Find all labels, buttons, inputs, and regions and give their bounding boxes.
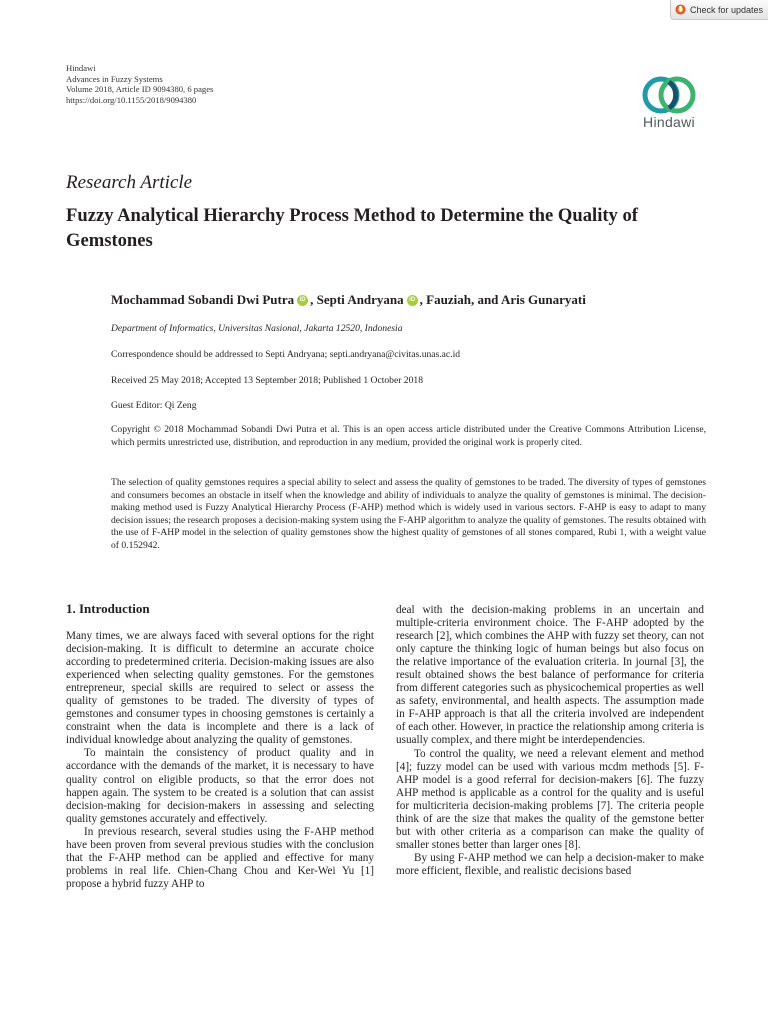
abstract: The selection of quality gemstones requires a special ability to select and assess the quality of gemstones to be traded. The diversity of types of gemstones and consumers becomes an obstacle in itself when the knowledge and ability of individuals to analyze the quality of gemstones is minimal. The decision-making method used is Fuzzy Analytical Hierarchy Process (F-AHP) method which is widely used in various sectors. F-AHP is easy to adapt to many decision issues; the research proposes a decision-making system using the F-AHP algorithm to analyze the quality of gemstones. The results obtained with the use of F-AHP model in the selection of quality gemstones show the highest quality of gemstones of all stones compared, Rubi 1, with a weight value of 0.152942. [111, 477, 706, 551]
author-1[interactable]: Mochammad Sobandi Dwi Putra [111, 292, 295, 307]
authors-rest: , Fauziah, and Aris Gunaryati [419, 292, 586, 307]
article-type: Research Article [66, 172, 193, 193]
updates-icon [675, 4, 686, 15]
volume-info: Volume 2018, Article ID 9094380, 6 pages [66, 84, 214, 95]
paragraph: To control the quality, we need a relevant element and method [4]; fuzzy model can be used with various mcdm methods [5]. F-AHP model is a good referral for decision-makers [6]. The fuzzy AHP method is applicable as a control for the quality and is useful for multicriteria decision-making problems [7]. The criteria people think of are the size that makes the quality of the gemstone better but with other criteria as a comparison can make the quality of smaller stones better than larger ones [8]. [396, 747, 704, 851]
hindawi-logo-text: Hindawi [643, 114, 695, 130]
orcid-icon[interactable]: iD [407, 295, 418, 306]
paragraph: Many times, we are always faced with several options for the right decision-making. It is difficult to determine an accurate choice according to predetermined criteria. Decision-making issues are also experienced when selecting quality gemstones. For the gemstones entrepreneur, special skills are required to select or assess the quality of gemstones to be traded. The diversity of types of gemstones and consumer types in choosing gemstones is certainly a constraint when the data is incomplete and there is a lack of individual knowledge about analyzing the quality of gemstones. [66, 630, 374, 747]
author-list [111, 292, 586, 308]
affiliation: Department of Informatics, Universitas Nasional, Jakarta 12520, Indonesia [111, 323, 403, 334]
left-column [66, 630, 374, 891]
paragraph: By using F-AHP method we can help a decision-maker to make more efficient, flexible, and realistic decisions based [396, 851, 704, 877]
journal-header [66, 63, 213, 105]
guest-editor: Guest Editor: Qi Zeng [111, 400, 197, 411]
publication-dates: Received 25 May 2018; Accepted 13 September 2018; Published 1 October 2018 [111, 375, 423, 386]
right-column [396, 604, 704, 878]
check-for-updates-button[interactable] [670, 0, 768, 20]
copyright-notice: Copyright © 2018 Mochammad Sobandi Dwi Putra et al. This is an open access article distributed under the Creative Commons Attribution License, which permits unrestricted use, distribution, and reproduction in any medium, provided the original work is properly cited. [111, 424, 706, 448]
publisher-name: Hindawi [66, 63, 96, 73]
journal-name: Advances in Fuzzy Systems [66, 73, 163, 84]
doi-link[interactable]: https://doi.org/10.1155/2018/9094380 [66, 94, 197, 105]
orcid-icon[interactable]: iD [297, 295, 308, 306]
paragraph: In previous research, several studies using the F-AHP method have been proven from several previous studies with the conclusion that the F-AHP method can be applied and effective for many problems in real life. Chien-Chang Chou and Ker-Wei Yu [1] propose a hybrid fuzzy AHP to [66, 825, 374, 890]
section-heading: 1. Introduction [66, 601, 150, 616]
author-2[interactable]: , Septi Andryana [310, 292, 404, 307]
updates-label: Check for updates [690, 4, 764, 15]
correspondence: Correspondence should be addressed to Septi Andryana; septi.andryana@civitas.unas.ac.id [111, 349, 461, 360]
paragraph: To maintain the consistency of product quality and in accordance with the demands of the market, it is necessary to have quality control on eligible products, so that the error does not happen again. The system to be created is a solution that can assist decision-making for decision-makers in assessing and selecting quality gemstones accurately and effectively. [66, 747, 374, 825]
paragraph: deal with the decision-making problems in an uncertain and multiple-criteria environment choice. The F-AHP adopted by the research [2], which combines the AHP with fuzzy set theory, can not only capture the thinking logic of human beings but also focus on the relative importance of the evaluation criteria. In journal [3], the result obtained shows the best balance of performance for criteria from different categories such as physicochemical properties as well as safety, environmental, and health aspects. The assumption made in F-AHP approach is that all the criteria involved are independent of each other. However, in practice the relationship among criteria is usually complex, and there might be interdependencies. [396, 604, 704, 747]
paper-title: Fuzzy Analytical Hierarchy Process Method to Determine the Quality of Gemstones [66, 205, 638, 251]
